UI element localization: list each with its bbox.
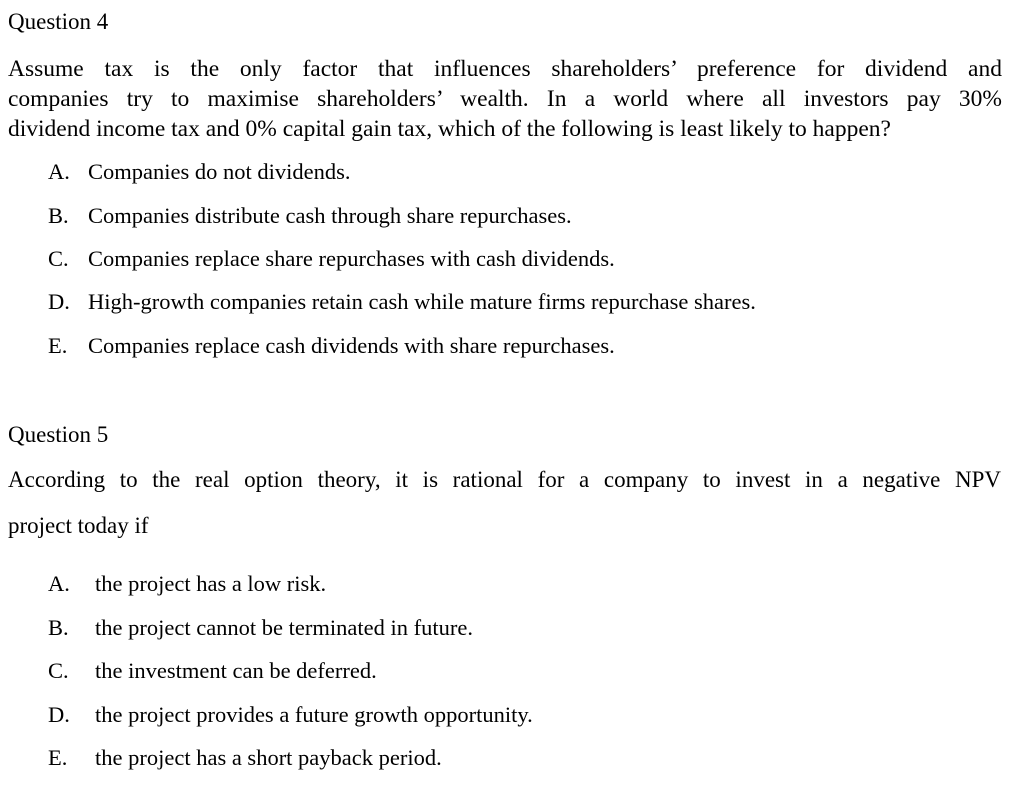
- option-text: the project has a short payback period.: [95, 745, 442, 770]
- question-5-title: Question 5: [8, 422, 109, 447]
- option-letter: A.: [48, 159, 70, 184]
- question-4-option-b: [48, 202, 572, 230]
- question-4-option-d: [48, 288, 756, 316]
- option-text: the project cannot be terminated in future.: [95, 615, 473, 640]
- option-text: the project provides a future growth opportunity.: [95, 702, 533, 727]
- option-letter: E.: [48, 745, 68, 770]
- option-text: Companies replace cash dividends with share repurchases.: [88, 333, 615, 358]
- question-5-stem-line: According to the real option theory, it is rational for a company to invest in a negative NPV: [8, 467, 1001, 492]
- option-text: Companies distribute cash through share repurchases.: [88, 203, 572, 228]
- option-letter: D.: [48, 289, 70, 314]
- question-4-option-c: [48, 245, 615, 273]
- option-text: Companies do not dividends.: [88, 159, 351, 184]
- question-5-stem-line: project today if: [8, 513, 149, 538]
- question-4-title: Question 4: [8, 9, 109, 34]
- option-text: the investment can be deferred.: [95, 658, 377, 683]
- question-5-option-b: [48, 614, 473, 642]
- question-4-option-a: [48, 158, 351, 186]
- option-letter: D.: [48, 702, 70, 727]
- question-5-option-d: [48, 701, 533, 729]
- option-letter: B.: [48, 615, 69, 640]
- option-letter: C.: [48, 246, 69, 271]
- option-letter: A.: [48, 571, 70, 596]
- option-text: the project has a low risk.: [95, 571, 327, 596]
- question-5-option-e: [48, 744, 442, 772]
- option-letter: B.: [48, 203, 69, 228]
- question-4-stem-line: Assume tax is the only factor that influences shareholders’ preference for dividend and: [8, 56, 1002, 82]
- question-4-option-e: [48, 332, 615, 360]
- option-letter: C.: [48, 658, 69, 683]
- question-4-stem: [8, 54, 1002, 144]
- option-letter: E.: [48, 333, 68, 358]
- question-5-option-a: [48, 570, 326, 598]
- option-text: High-growth companies retain cash while mature firms repurchase shares.: [88, 289, 756, 314]
- question-4-stem-line: dividend income tax and 0% capital gain tax, which of the following is least likely to happen?: [8, 116, 891, 142]
- option-text: Companies replace share repurchases with cash dividends.: [88, 246, 615, 271]
- question-5-option-c: [48, 657, 377, 685]
- question-4-stem-line: companies try to maximise shareholders’ wealth. In a world where all investors pay 30%: [8, 86, 1002, 112]
